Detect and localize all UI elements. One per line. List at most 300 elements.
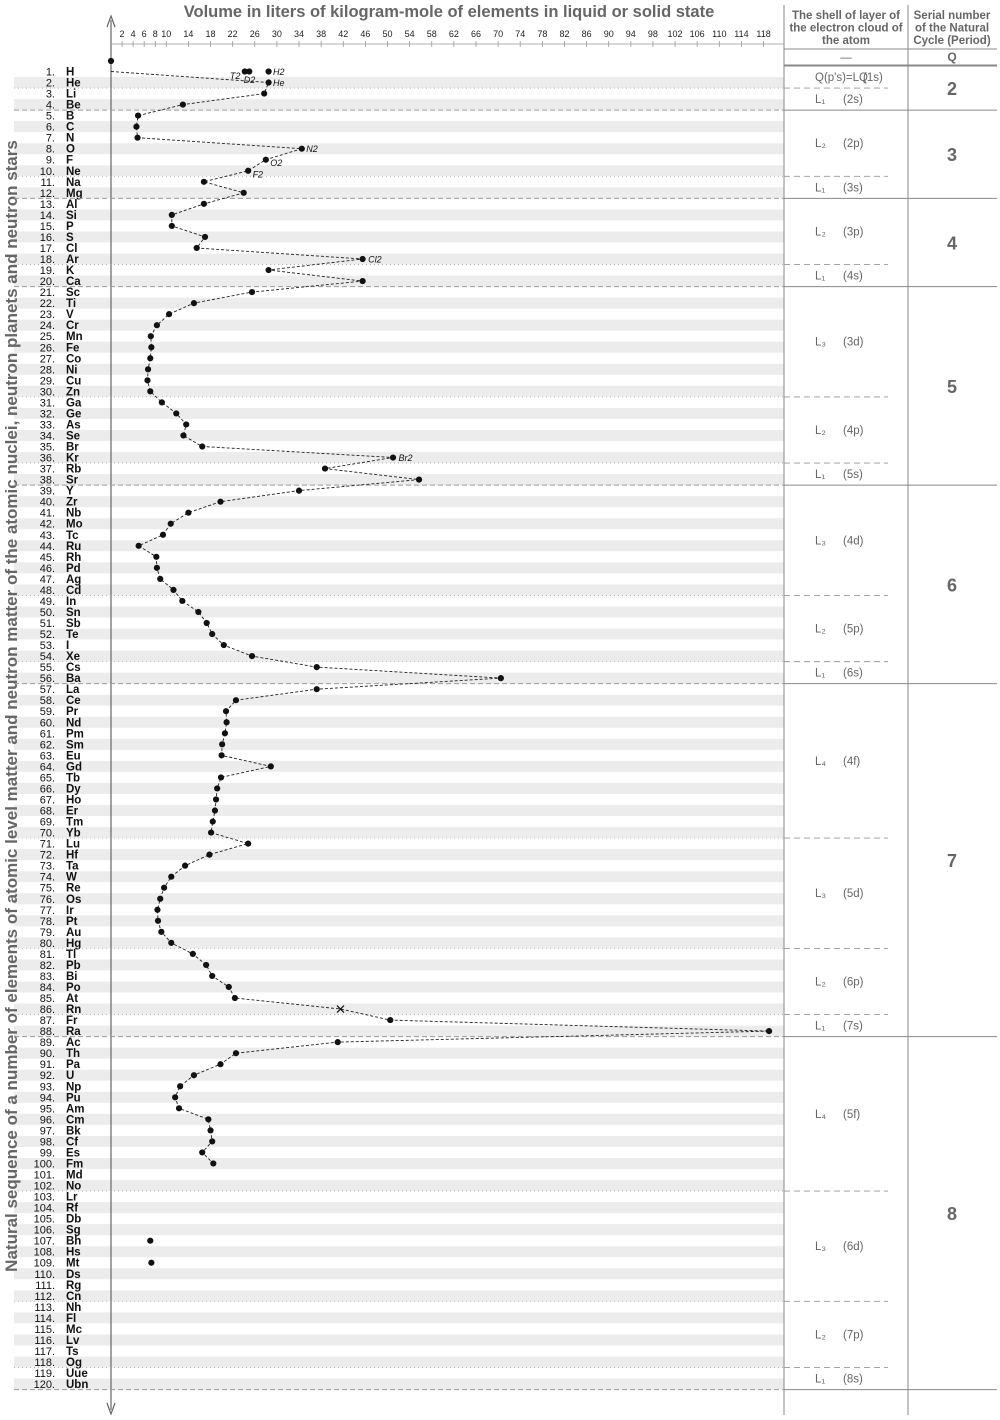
element-number: 80. (39, 937, 55, 950)
data-point (180, 432, 186, 438)
element-number: 113. (34, 1301, 55, 1314)
data-point (154, 565, 160, 571)
period-number: 3 (946, 145, 958, 166)
shell-orbital: (5f) (843, 1108, 861, 1121)
shell-label: L₁ (815, 1020, 826, 1033)
period-number: 5 (946, 376, 958, 397)
element-number: 25. (39, 331, 55, 344)
element-symbol: Mo (66, 518, 83, 531)
element-symbol: Bi (66, 970, 78, 983)
element-number: 48. (39, 584, 55, 597)
element-symbol: Gd (66, 761, 82, 774)
row-stripe (14, 496, 784, 507)
element-number: 107. (33, 1235, 55, 1248)
data-point (263, 157, 269, 163)
element-symbol: Pu (66, 1092, 81, 1105)
element-symbol: Pt (66, 915, 78, 928)
x-tick-label: 14 (183, 29, 194, 39)
data-point (199, 1149, 205, 1155)
shell-label: L₂ (815, 976, 826, 989)
x-tick-label: 118 (756, 29, 771, 39)
shell-orbital: (1s) (863, 72, 883, 85)
data-point (209, 631, 215, 637)
element-symbol: Br (66, 441, 79, 454)
element-symbol: Zn (66, 386, 81, 399)
x-tick-label: 110 (712, 29, 727, 39)
element-symbol: Pr (66, 706, 79, 719)
row-stripe (14, 849, 784, 860)
element-number: 118. (34, 1357, 55, 1370)
row-stripe (14, 1070, 784, 1081)
element-symbol: Og (66, 1357, 82, 1370)
element-symbol: Ne (66, 165, 81, 178)
data-point (148, 333, 154, 339)
element-number: 26. (39, 342, 55, 355)
element-number: 76. (39, 893, 55, 906)
x-tick-label: 10 (161, 29, 172, 39)
data-point (154, 322, 160, 328)
data-point (219, 741, 225, 747)
point-annotation: D2 (243, 75, 256, 85)
row-stripe (14, 1312, 784, 1323)
row-stripe (14, 1158, 784, 1169)
row-stripe (14, 805, 784, 816)
element-symbol: Sm (66, 739, 84, 752)
data-point (195, 609, 201, 615)
element-number: 87. (39, 1015, 55, 1028)
element-number: 52. (39, 629, 55, 642)
element-symbol: Ubn (66, 1379, 89, 1392)
data-point (212, 807, 218, 813)
element-number: 97. (39, 1125, 55, 1138)
data-point (249, 653, 255, 659)
point-annotation: T2 (229, 71, 241, 81)
element-symbol: Hs (66, 1246, 81, 1259)
element-number: 9. (45, 154, 55, 167)
element-number: 19. (39, 265, 55, 278)
element-symbol: H (66, 66, 75, 79)
element-number: 71. (39, 838, 55, 851)
data-point (180, 101, 186, 107)
shell-orbital: (4p) (843, 424, 864, 437)
element-symbol: Ho (66, 794, 82, 807)
data-point (170, 587, 176, 593)
element-symbol: B (66, 110, 75, 123)
data-point (185, 510, 191, 516)
x-tick-label: 18 (205, 29, 216, 39)
shell-orbital: (4s) (843, 270, 863, 283)
data-point (166, 311, 172, 317)
row-stripe (14, 77, 784, 88)
data-point (245, 168, 251, 174)
element-symbol: Cu (66, 375, 82, 388)
row-stripe (14, 386, 784, 397)
x-tick-label: 46 (360, 29, 371, 39)
data-point (246, 68, 252, 74)
element-number: 86. (39, 1004, 55, 1017)
element-symbol: Sc (66, 287, 81, 300)
element-symbol: Dy (66, 783, 81, 796)
element-number: 117. (34, 1345, 55, 1358)
data-point (153, 554, 159, 560)
x-tick-label: 106 (689, 29, 705, 39)
data-point (179, 598, 185, 604)
element-number: 57. (39, 684, 55, 697)
shell-label: L₁ (815, 182, 826, 195)
row-stripe (14, 1114, 784, 1125)
data-point (222, 730, 228, 736)
data-point (498, 675, 504, 681)
element-symbol: Mt (66, 1257, 80, 1270)
data-point (157, 576, 163, 582)
row-stripe (14, 1180, 784, 1191)
data-point (314, 686, 320, 692)
data-point (154, 907, 160, 913)
element-number: 70. (39, 827, 55, 840)
data-point (148, 1260, 154, 1266)
element-symbol: Ta (66, 860, 79, 873)
element-symbol: Au (66, 926, 82, 939)
element-symbol: Te (66, 629, 79, 642)
element-symbol: Re (66, 882, 81, 895)
x-tick-label: 4 (130, 29, 136, 39)
element-number: 94. (39, 1092, 55, 1105)
element-number: 105. (33, 1213, 55, 1226)
shell-label: L₂ (815, 226, 826, 239)
element-symbol: Eu (66, 750, 81, 763)
element-number: 64. (39, 761, 55, 774)
data-point (159, 399, 165, 405)
data-point (206, 852, 212, 858)
element-symbol: Np (66, 1081, 82, 1094)
element-number: 69. (39, 816, 55, 829)
element-number: 38. (39, 474, 55, 487)
element-number: 93. (39, 1081, 55, 1094)
data-point (223, 708, 229, 714)
element-symbol: Rh (66, 551, 82, 564)
element-number: 5. (45, 110, 55, 123)
row-stripe (14, 1136, 784, 1147)
element-symbol: V (66, 309, 74, 322)
data-point (233, 697, 239, 703)
y-axis-label: Natural sequence of a number of elements of atomic level matter and neutron matter of the atomic nuclei, neutron planets and neutron stars (2, 140, 21, 1272)
x-tick-label: 38 (316, 29, 327, 39)
element-symbol: Se (66, 430, 81, 443)
element-symbol: Lv (66, 1334, 80, 1347)
shell-orbital: (2p) (843, 138, 864, 151)
element-number: 49. (39, 595, 55, 608)
element-symbol: No (66, 1180, 82, 1193)
data-point (147, 388, 153, 394)
data-point (176, 1105, 182, 1111)
row-stripe (14, 364, 784, 375)
element-symbol: U (66, 1070, 75, 1083)
row-stripe (14, 981, 784, 992)
element-number: 75. (39, 882, 55, 895)
element-number: 60. (39, 717, 55, 730)
data-point (136, 543, 142, 549)
element-number: 35. (39, 441, 55, 454)
element-number: 95. (39, 1103, 55, 1116)
element-symbol: Sr (66, 474, 79, 487)
data-point (201, 201, 207, 207)
data-point (158, 929, 164, 935)
row-stripe (14, 584, 784, 595)
shell-label: L₁ (815, 94, 826, 107)
element-symbol: Bh (66, 1235, 82, 1248)
data-point (201, 179, 207, 185)
data-point (194, 245, 200, 251)
element-number: 51. (39, 618, 55, 630)
element-number: 29. (39, 375, 55, 388)
data-point (168, 940, 174, 946)
data-point (182, 863, 188, 869)
data-point (210, 1160, 216, 1166)
x-tick-label: 30 (271, 29, 282, 39)
data-point (245, 841, 251, 847)
element-number: 111. (35, 1279, 55, 1292)
element-symbol: He (66, 77, 81, 90)
data-point (299, 146, 305, 152)
element-symbol: Pa (66, 1059, 81, 1072)
element-symbol: Sn (66, 606, 81, 619)
element-symbol: Lu (66, 838, 81, 851)
x-tick-label: 8 (152, 29, 158, 39)
data-point (268, 763, 274, 769)
element-number: 2. (45, 77, 55, 90)
element-symbol: Lr (66, 1191, 78, 1204)
element-number: 24. (39, 320, 55, 333)
x-tick-label: 34 (294, 29, 305, 39)
data-point (241, 190, 247, 196)
row-stripe (14, 739, 784, 750)
data-point (191, 300, 197, 306)
element-symbol: In (66, 595, 77, 608)
data-point (233, 1050, 239, 1056)
element-symbol: Tc (66, 529, 79, 542)
row-stripe (14, 518, 784, 529)
data-point (169, 223, 175, 229)
data-point (218, 774, 224, 780)
shell-label: L₃ (815, 888, 827, 901)
element-number: 31. (39, 397, 55, 410)
element-number: 33. (39, 419, 55, 432)
data-point (249, 289, 255, 295)
element-number: 83. (39, 970, 55, 983)
period-number: 6 (946, 575, 958, 596)
element-symbol: Am (66, 1103, 85, 1116)
data-point (387, 1017, 393, 1023)
shell-label: L₂ (815, 138, 826, 151)
element-number: 96. (39, 1114, 55, 1127)
element-number: 47. (39, 573, 55, 586)
shell-label: L₂ (815, 1329, 826, 1342)
element-number: 114. (34, 1312, 55, 1325)
x-tick-label: 114 (734, 29, 749, 39)
element-symbol: P (66, 220, 74, 233)
element-number: 65. (39, 772, 55, 785)
row-stripe (14, 915, 784, 926)
row-stripe (14, 893, 784, 904)
element-symbol: Ga (66, 397, 82, 410)
element-symbol: Yb (66, 827, 81, 840)
element-number: 67. (39, 794, 55, 807)
shell-label: L₁ (815, 667, 826, 680)
element-number: 59. (39, 706, 55, 719)
shell-orbital: (6p) (843, 976, 864, 989)
row-stripe (14, 871, 784, 882)
data-point (147, 355, 153, 361)
element-number: 4. (45, 99, 55, 112)
shell-orbital: (8s) (843, 1373, 863, 1386)
data-point (160, 532, 166, 538)
shell-orbital: (2s) (843, 94, 863, 107)
row-stripe (14, 959, 784, 970)
element-symbol: F (66, 154, 74, 167)
element-number: 72. (39, 849, 55, 862)
period-number: 2 (946, 79, 958, 100)
element-symbol: Ni (66, 364, 78, 377)
element-symbol: Co (66, 353, 82, 366)
element-number: 63. (39, 750, 55, 763)
element-symbol: Li (66, 88, 77, 101)
element-symbol: Na (66, 176, 81, 189)
element-symbol: Db (66, 1213, 82, 1226)
data-point (183, 421, 189, 427)
element-number: 73. (39, 860, 55, 873)
element-number: 32. (39, 408, 55, 421)
point-annotation: N2 (306, 144, 318, 155)
point-annotation: F2 (252, 169, 264, 180)
data-point (219, 752, 225, 758)
element-number: 81. (39, 948, 55, 961)
element-number: 18. (39, 254, 55, 267)
data-point (296, 488, 302, 494)
data-point (204, 620, 210, 626)
element-symbol: Ru (66, 540, 82, 553)
element-symbol: W (66, 871, 77, 884)
element-symbol: Mc (66, 1323, 82, 1336)
element-symbol: Rg (66, 1279, 82, 1292)
element-number: 17. (39, 242, 55, 255)
element-number: 8. (45, 143, 55, 156)
data-point (217, 1061, 223, 1067)
element-number: 44. (39, 540, 55, 553)
x-tick-label: 74 (515, 29, 526, 39)
element-symbol: Bk (66, 1125, 81, 1138)
data-point (207, 1127, 213, 1133)
shell-orbital: (3p) (843, 226, 864, 239)
x-tick-label: 50 (382, 29, 393, 39)
element-symbol: I (66, 640, 70, 653)
element-symbol: Ba (66, 673, 81, 686)
element-symbol: Fr (66, 1015, 78, 1028)
row-stripe (14, 1202, 784, 1213)
data-point (199, 443, 205, 449)
row-stripe (14, 1048, 784, 1059)
element-number: 7. (45, 132, 55, 145)
element-number: 66. (39, 783, 55, 796)
element-symbol: Tb (66, 772, 81, 785)
element-number: 89. (39, 1037, 55, 1050)
data-point (766, 1028, 772, 1034)
row-stripe (14, 629, 784, 640)
data-point (208, 829, 214, 835)
row-stripe (14, 695, 784, 706)
shell-orbital: (5s) (843, 469, 863, 482)
element-number: 22. (39, 298, 55, 311)
element-number: 41. (39, 507, 55, 520)
data-point (155, 918, 161, 924)
data-point (173, 410, 179, 416)
x-tick-label: 86 (581, 29, 592, 39)
x-tick-label: 70 (493, 29, 504, 39)
element-symbol: Al (66, 198, 78, 211)
period-number: 7 (946, 851, 958, 872)
element-number: 55. (39, 662, 55, 675)
element-symbol: La (66, 684, 80, 697)
element-symbol: Cl (66, 242, 78, 255)
data-point (108, 58, 114, 64)
element-symbol: Ts (66, 1345, 79, 1358)
element-symbol: Mn (66, 331, 83, 344)
element-symbol: Sb (66, 618, 81, 630)
point-annotation: Cl2 (368, 254, 382, 265)
element-number: 46. (39, 562, 55, 575)
element-symbol: As (66, 419, 81, 432)
data-point (203, 962, 209, 968)
row-stripe (14, 937, 784, 948)
data-point (148, 344, 154, 350)
element-number: 79. (39, 926, 55, 939)
shell-orbital: (5d) (843, 888, 864, 901)
data-point (157, 896, 163, 902)
data-point (135, 113, 141, 119)
element-number: 30. (39, 386, 55, 399)
element-symbol: Es (66, 1147, 81, 1160)
element-number: 12. (39, 187, 55, 200)
element-symbol: Pd (66, 562, 81, 575)
row-stripe (14, 761, 784, 772)
element-symbol: Y (66, 485, 74, 498)
period-top-symbol: Q (947, 50, 957, 64)
point-annotation: O2 (270, 158, 283, 169)
x-tick-label: 2 (119, 29, 125, 39)
element-number: 119. (34, 1368, 55, 1381)
point-annotation: H2 (273, 67, 285, 77)
data-point (335, 1039, 341, 1045)
row-stripe (14, 562, 784, 573)
element-symbol: Kr (66, 452, 79, 465)
element-number: 45. (39, 551, 55, 564)
element-symbol: Ag (66, 573, 82, 586)
point-annotation: He (273, 78, 285, 89)
element-symbol: Fm (66, 1158, 84, 1171)
row-stripe (14, 1092, 784, 1103)
element-symbol: Cn (66, 1290, 82, 1303)
element-number: 56. (39, 673, 55, 686)
element-symbol: Os (66, 893, 82, 906)
data-point (177, 1083, 183, 1089)
data-point (133, 124, 139, 130)
element-symbol: Ds (66, 1268, 81, 1281)
shell-label: L₂ (815, 623, 826, 636)
element-number: 3. (45, 88, 55, 101)
data-point (145, 366, 151, 372)
element-number: 92. (39, 1070, 55, 1083)
row-stripe (14, 298, 784, 309)
row-stripe (14, 1290, 784, 1301)
